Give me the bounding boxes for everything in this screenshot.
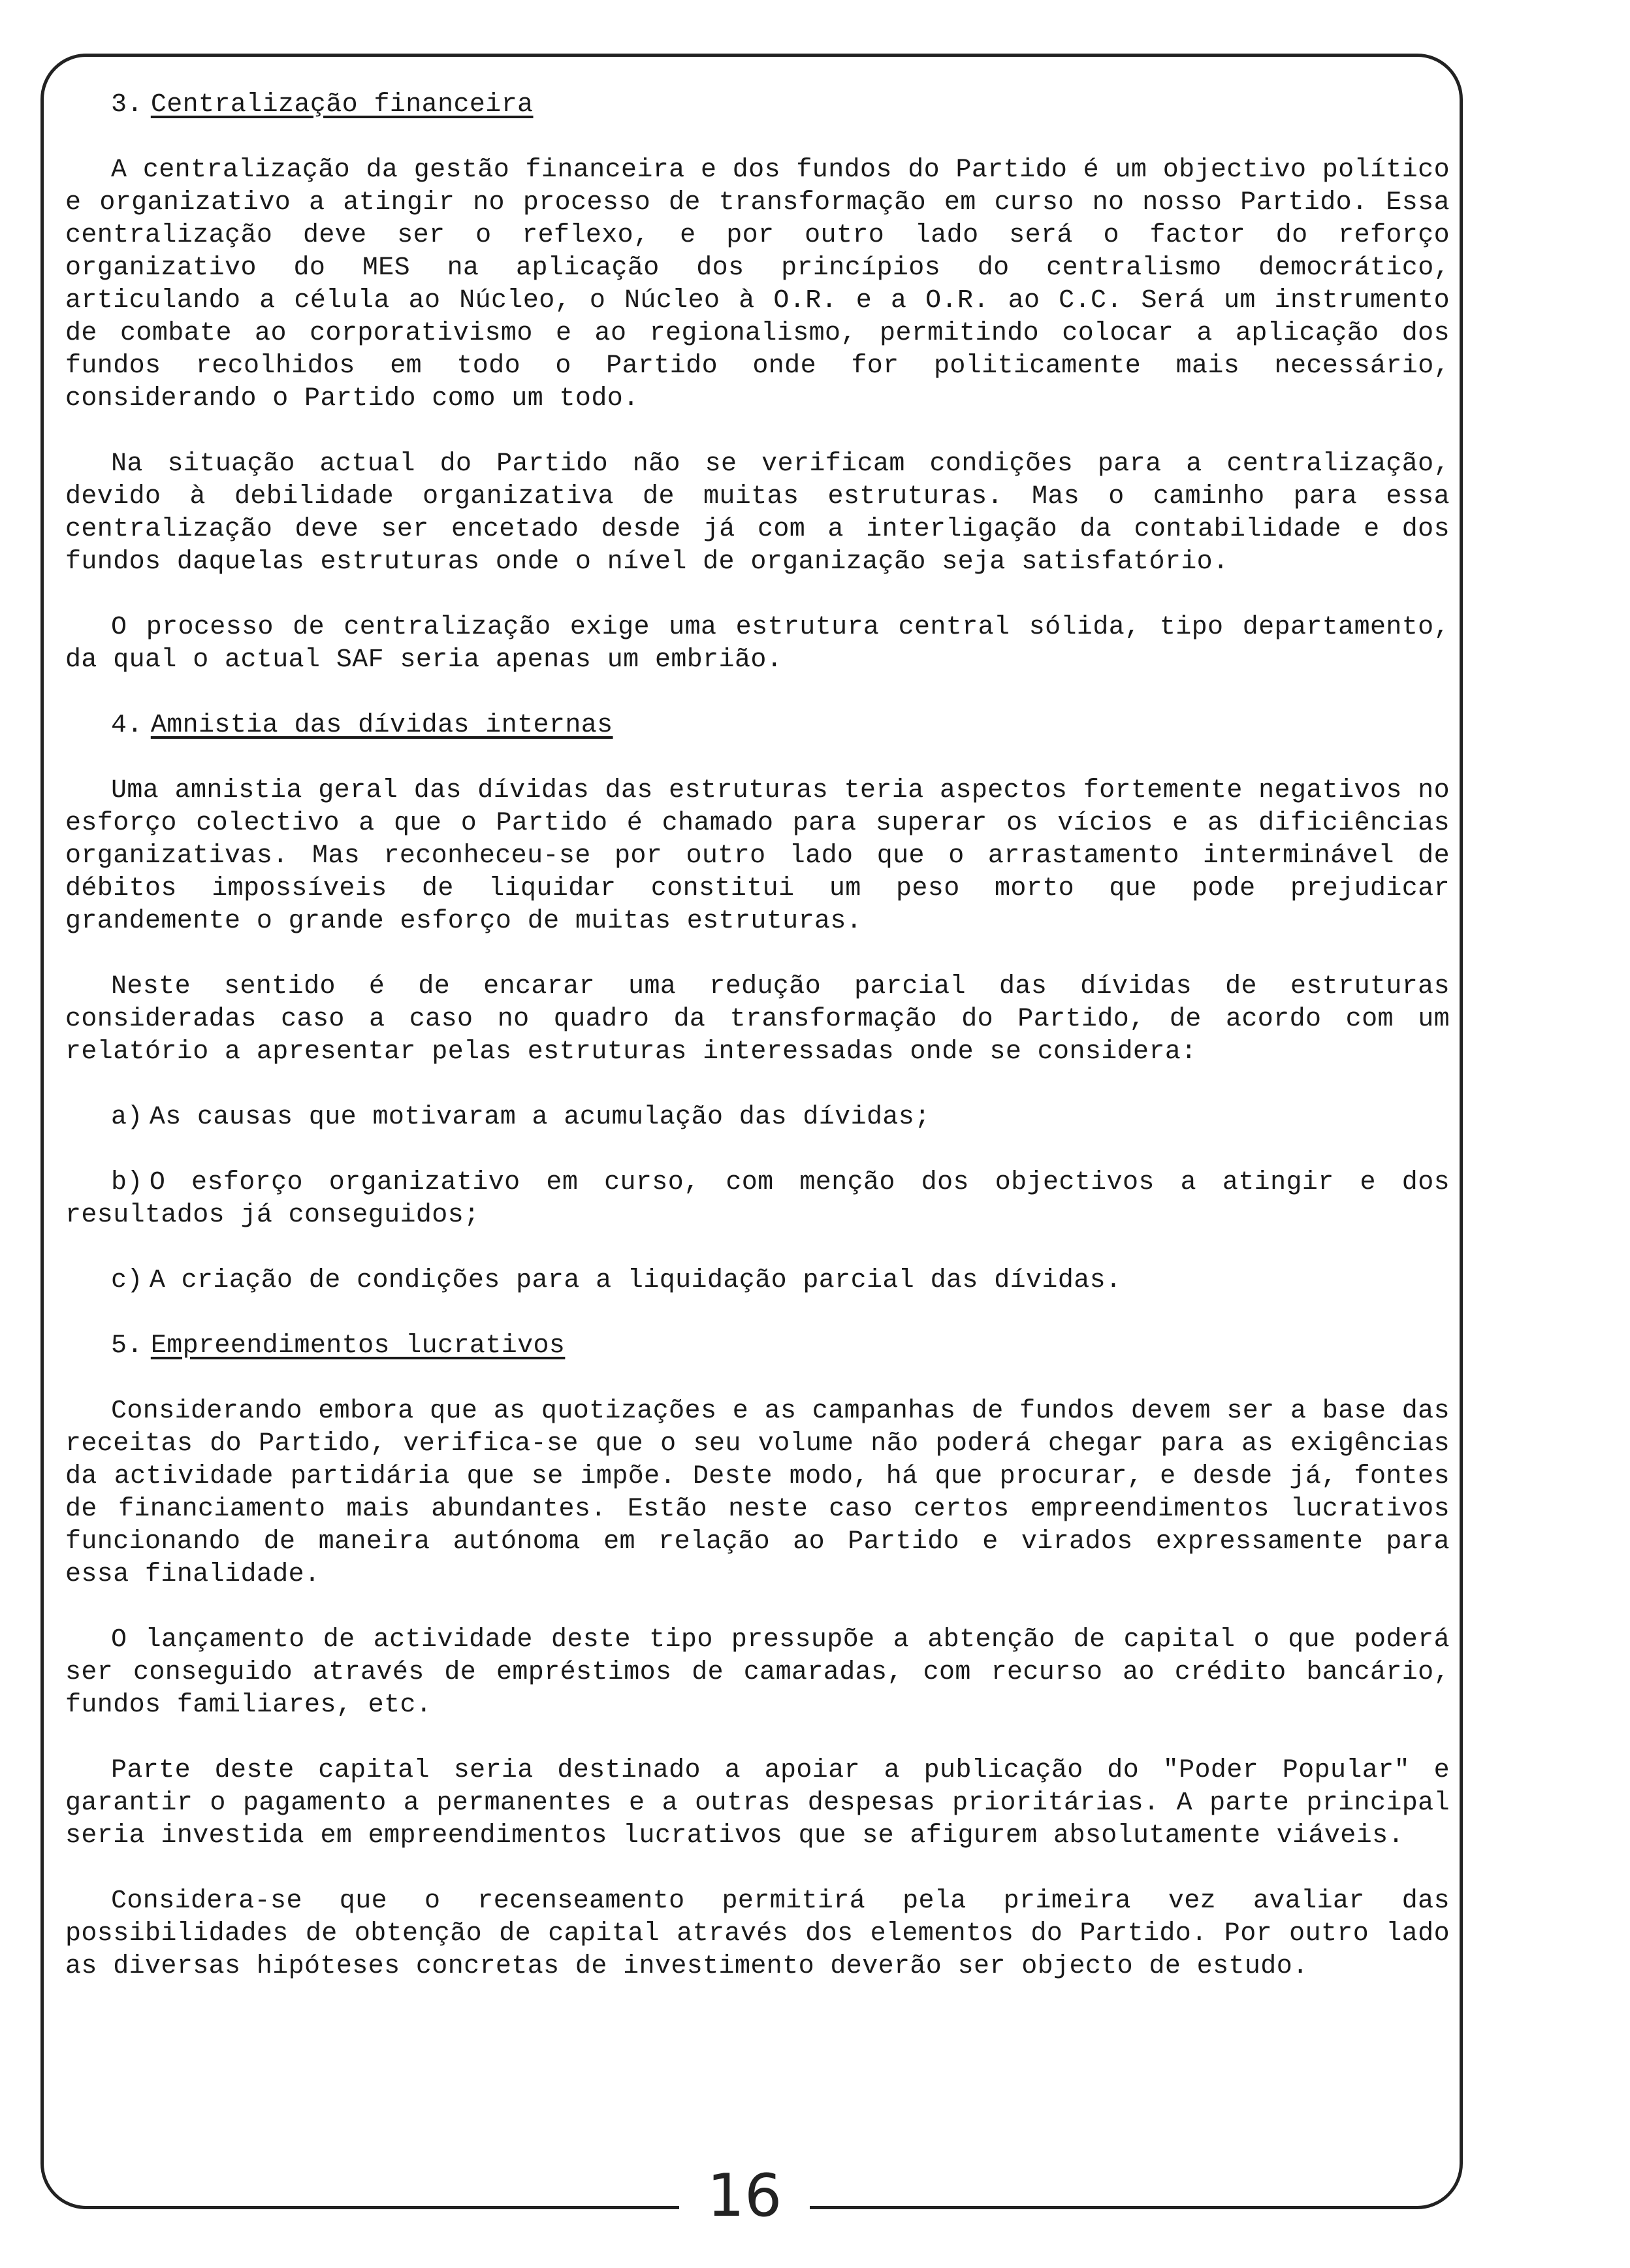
paragraph: Neste sentido é de encarar uma redução parcial das dívidas de estruturas consideradas caso a caso no quadro da transformação do Partido, de acordo com um relatório a apresentar pelas estruturas interessadas onde se considera: (65, 972, 1450, 1067)
list-marker: a) (111, 1103, 143, 1132)
paragraph: Uma amnistia geral das dívidas das estruturas teria aspectos fortemente negativos no esforço colectivo a que o Partido é chamado para superar os vícios e as dificiências organizativas. Mas reconheceu-se por outro lado que o arrastamento interminável de débitos impossíveis de liquidar constitui um peso morto que pode prejudicar grandemente o grande esforço de muitas estruturas. (65, 776, 1450, 936)
list-marker: c) (111, 1266, 143, 1295)
section-number: 3. (111, 90, 143, 120)
section-heading (65, 89, 1450, 122)
section-number: 4. (111, 711, 143, 740)
section-title: Empreendimentos lucrativos (150, 1331, 566, 1361)
section-title: Centralização financeira (150, 90, 534, 120)
paragraph: A centralização da gestão financeira e dos fundos do Partido é um objectivo político e organizativo a atingir no processo de transformação em curso no nosso Partido. Essa centralização deve ser o reflexo, e por outro lado será o factor do reforço organizativo do MES na aplicação dos princípios do centralismo democrático, articulando a célula ao Núcleo, o Núcleo à O.R. e a O.R. ao C.C. Será um instrumento de combate ao corporativismo e ao regionalismo, permitindo colocar a aplicação dos fundos recolhidos em todo o Partido onde for politicamente mais necessário, considerando o Partido como um todo. (65, 155, 1450, 413)
paragraph: O lançamento de actividade deste tipo pressupõe a abtenção de capital o que poderá ser conseguido através de empréstimos de camaradas, com recurso ao crédito bancário, fundos familiares, etc. (65, 1625, 1450, 1720)
list-marker: b) (111, 1168, 143, 1197)
paragraph: Considerando embora que as quotizações e as campanhas de fundos devem ser a base das receitas do Partido, verifica-se que o seu volume não poderá chegar para as exigências da actividade partidária que se impõe. Deste modo, há que procurar, e desde já, fontes de financiamento mais abundantes. Estão neste caso certos empreendimentos lucrativos funcionando de maneira autónoma em relação ao Partido e virados expressamente para essa finalidade. (65, 1397, 1450, 1589)
paragraph: Na situação actual do Partido não se verificam condições para a centralização, devido à debilidade organizativa de muitas estruturas. Mas o caminho para essa centralização deve ser encetado desde já com a interligação da contabilidade e dos fundos daquelas estruturas onde o nível de organização seja satisfatório. (65, 449, 1450, 577)
section-title: Amnistia das dívidas internas (150, 711, 613, 740)
list-item (65, 1265, 1450, 1297)
list-item-text: As causas que motivaram a acumulação das dívidas; (149, 1103, 931, 1132)
paragraph: Parte deste capital seria destinado a apoiar a publicação do "Poder Popular" e garantir o pagamento a permanentes e a outras despesas prioritárias. A parte principal seria investida em empreendimentos lucrativos que se afigurem absolutamente viáveis. (65, 1756, 1450, 1851)
document-body (65, 89, 1450, 2016)
list-item (65, 1101, 1450, 1134)
paragraph: O processo de centralização exige uma estrutura central sólida, tipo departamento, da qual o actual SAF seria apenas um embrião. (65, 613, 1450, 675)
section-heading (65, 709, 1450, 742)
section-heading (65, 1330, 1450, 1363)
list-item (65, 1167, 1450, 1232)
paragraph: Considera-se que o recenseamento permitirá pela primeira vez avaliar das possibilidades de obtenção de capital através dos elementos do Partido. Por outro lado as diversas hipóteses concretas de investimento deverão ser objecto de estudo. (65, 1887, 1450, 1981)
section-number: 5. (111, 1331, 143, 1361)
list-item-text: O esforço organizativo em curso, com menção dos objectivos a atingir e dos resultados já conseguidos; (65, 1168, 1450, 1230)
page-number: 16 (707, 2162, 782, 2230)
list-item-text: A criação de condições para a liquidação parcial das dívidas. (149, 1266, 1122, 1295)
